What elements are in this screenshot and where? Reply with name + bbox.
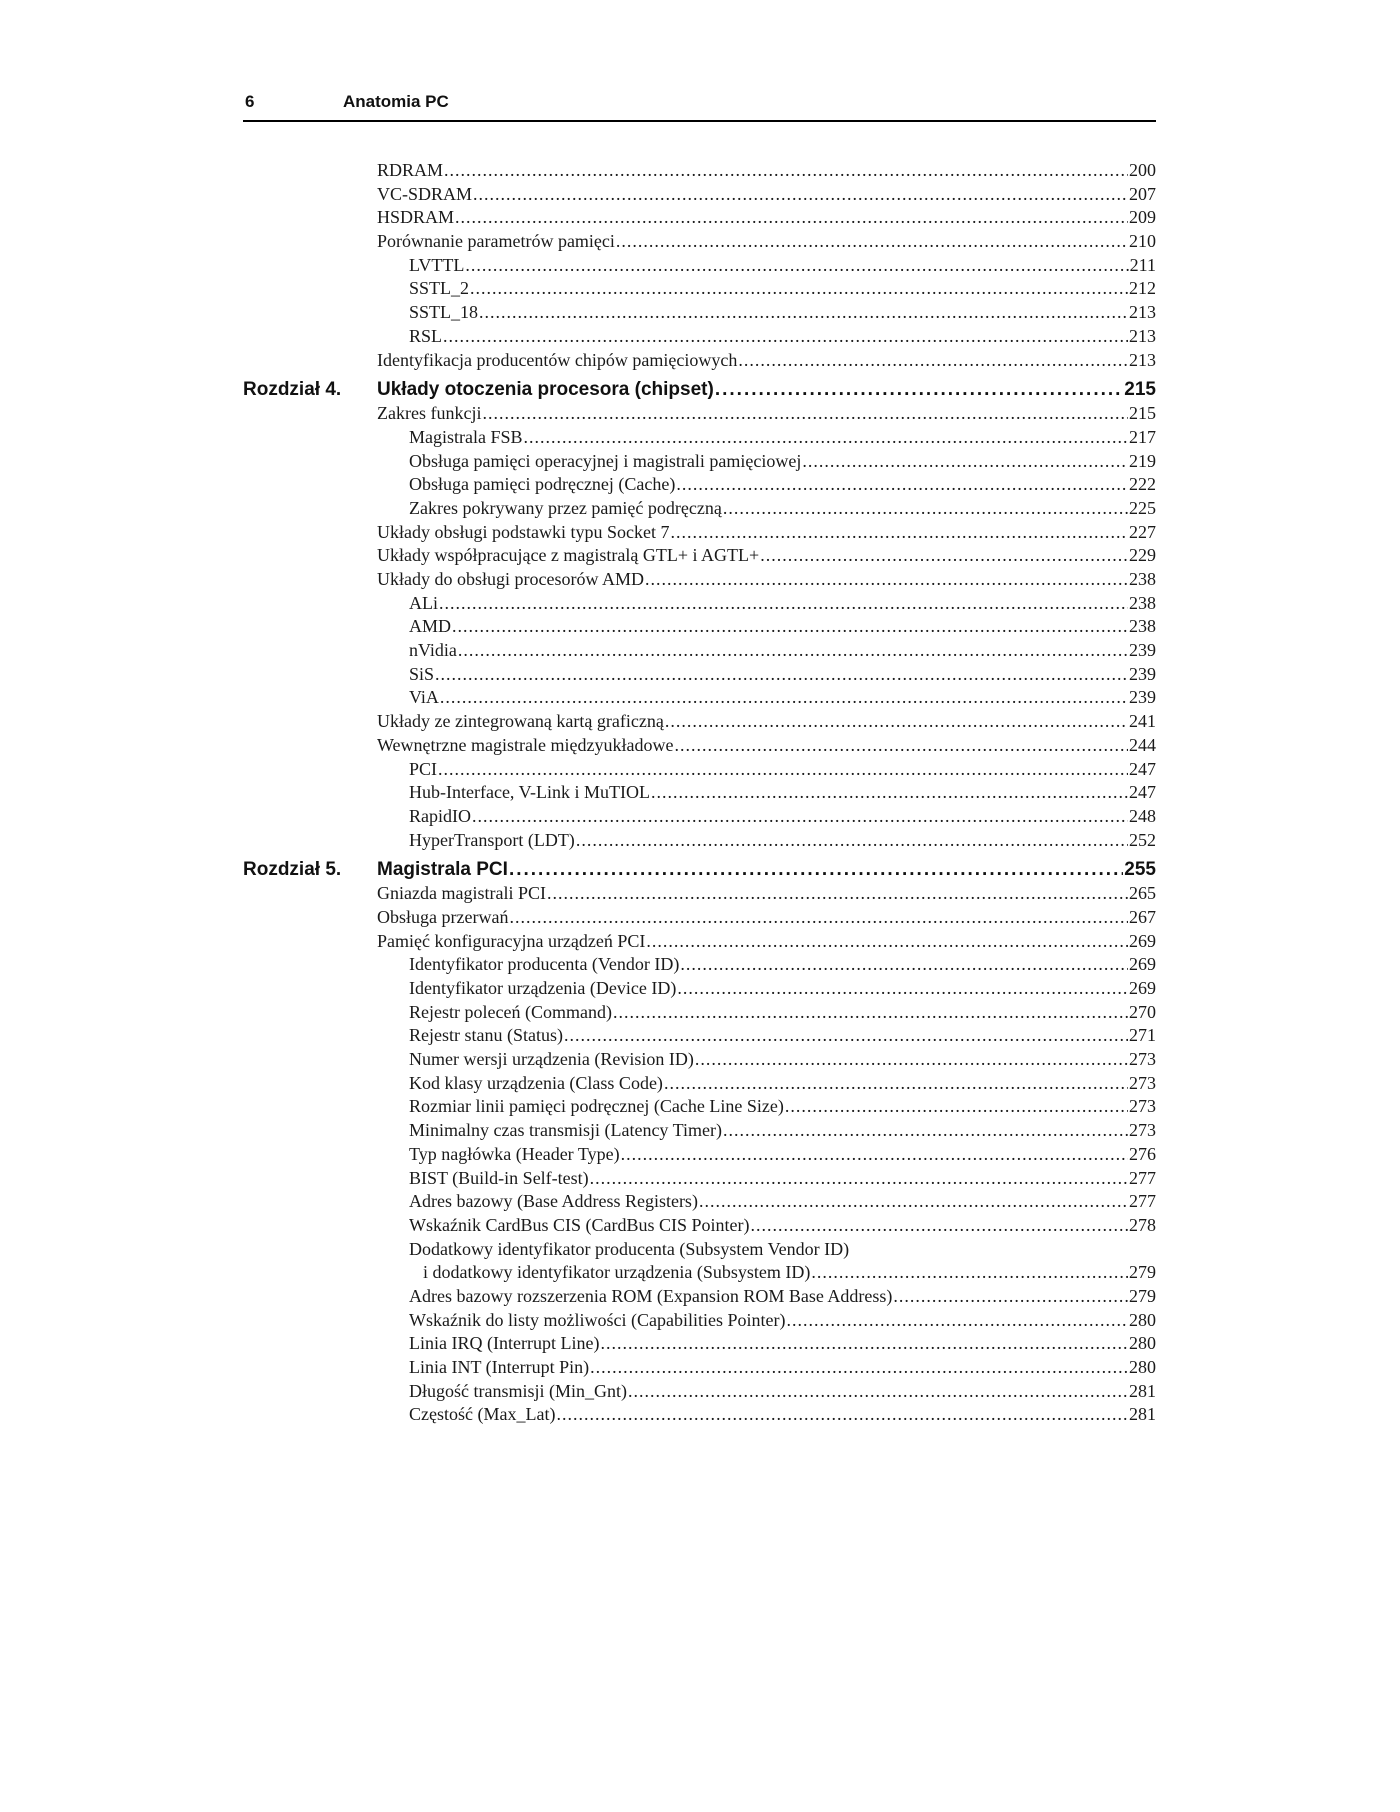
toc-entry [409, 664, 1156, 685]
toc-entry-row [243, 1096, 1156, 1120]
entry-title: SSTL_18 [409, 302, 479, 323]
toc-entry [377, 231, 1156, 252]
toc-entry [377, 907, 1156, 928]
toc-entry [377, 207, 1156, 228]
entry-page-number: 215 [1129, 403, 1156, 424]
dot-leader [676, 474, 1128, 495]
entry-page-number: 281 [1129, 1404, 1156, 1425]
toc-entry-row [243, 1286, 1156, 1310]
entry-title: ALi [409, 592, 438, 613]
entry-page-number: 211 [1129, 254, 1156, 275]
toc-entry [409, 1096, 1156, 1117]
toc-entry-row [243, 616, 1156, 640]
toc-entry [377, 522, 1156, 543]
toc-entry-row [243, 160, 1156, 184]
toc-entry [409, 255, 1156, 276]
toc-entry-row [243, 640, 1156, 664]
entry-title: RDRAM [377, 160, 444, 180]
toc-entry [377, 569, 1156, 590]
toc-entry [409, 1404, 1156, 1425]
toc-entry-row [243, 1333, 1156, 1357]
entry-title: ViA [409, 687, 439, 708]
dot-leader [699, 1191, 1128, 1212]
dot-leader [455, 207, 1128, 228]
toc-entry [409, 1239, 849, 1260]
toc-entry-row [243, 1404, 1156, 1428]
toc-entry [377, 931, 1156, 952]
running-header [243, 90, 1156, 122]
dot-leader [723, 1120, 1128, 1141]
entry-title: Rozmiar linii pamięci podręcznej (Cache Line Size) [409, 1096, 784, 1117]
entry-title: Kod klasy urządzenia (Class Code) [409, 1072, 663, 1093]
entry-title: Adres bazowy (Base Address Registers) [409, 1191, 698, 1212]
toc-entry-row [243, 735, 1156, 759]
entry-page-number: 212 [1129, 278, 1156, 299]
dot-leader [674, 735, 1128, 756]
toc-entry-row [243, 1168, 1156, 1192]
dot-leader [802, 451, 1128, 472]
toc-entry-row [243, 1310, 1156, 1334]
entry-title: Gniazda magistrali PCI [377, 883, 546, 904]
entry-page-number: 277 [1129, 1167, 1156, 1188]
entry-page-number: 265 [1129, 883, 1156, 904]
entry-title: Układy obsługi podstawki typu Socket 7 [377, 521, 670, 542]
entry-page-number: 279 [1129, 1262, 1156, 1283]
toc-entry [377, 350, 1156, 371]
entry-page-number: 219 [1129, 450, 1156, 471]
entry-title: Rejestr poleceń (Command) [409, 1001, 612, 1022]
entry-page-number: 273 [1129, 1049, 1156, 1070]
entry-page-number: 217 [1129, 426, 1156, 447]
dot-leader [616, 231, 1128, 252]
entry-page-number: 270 [1129, 1001, 1156, 1022]
dot-leader [600, 1333, 1128, 1354]
toc-entry-row [243, 931, 1156, 955]
toc-entry [409, 498, 1156, 519]
toc-entry [409, 806, 1156, 827]
toc-entry-row [243, 711, 1156, 735]
entry-title: Hub-Interface, V-Link i MuTIOL [409, 782, 650, 803]
dot-leader [524, 427, 1128, 448]
dot-leader [576, 830, 1128, 851]
toc-entry [409, 1286, 1156, 1307]
toc-chapter-row [243, 857, 1156, 883]
dot-leader [670, 522, 1128, 543]
dot-leader [590, 1357, 1128, 1378]
entry-page-number: 238 [1129, 569, 1156, 589]
entry-title: Długość transmisji (Min_Gnt) [409, 1380, 627, 1401]
toc-entry-row [243, 403, 1156, 427]
entry-title: VC-SDRAM [377, 183, 473, 204]
entry-title: Dodatkowy identyfikator producenta (Subsystem Vendor ID) [409, 1238, 850, 1259]
toc-entry-row [243, 427, 1156, 451]
toc-entry [409, 1168, 1156, 1189]
toc-entry-row [243, 1239, 1156, 1263]
entry-page-number: 277 [1129, 1191, 1156, 1212]
entry-title: Pamięć konfiguracyjna urządzeń PCI [377, 930, 646, 951]
toc-entry-row [243, 664, 1156, 688]
toc-entry-row [243, 782, 1156, 806]
entry-title: Magistrala FSB [409, 426, 523, 447]
dot-leader [509, 907, 1128, 928]
dot-leader [695, 1049, 1128, 1070]
dot-leader [435, 664, 1128, 685]
dot-leader [438, 759, 1128, 780]
entry-title: Wewnętrzne magistrale międzyukładowe [377, 734, 674, 755]
toc-entry-row [243, 184, 1156, 208]
toc-entry-row [243, 1002, 1156, 1026]
toc-entry [409, 616, 1156, 637]
entry-page-number: 248 [1129, 805, 1156, 826]
toc-entry [423, 1262, 1156, 1283]
entry-title: Identyfikator urządzenia (Device ID) [409, 978, 677, 998]
entry-page-number: 278 [1129, 1214, 1156, 1235]
toc-entry [409, 1002, 1156, 1023]
dot-leader [645, 569, 1128, 590]
entry-page-number: 269 [1129, 978, 1156, 998]
dot-leader [723, 498, 1128, 519]
chapter-title: Układy otoczenia procesora (chipset) [377, 379, 714, 401]
toc-entry-row [243, 1073, 1156, 1097]
toc-entry [377, 545, 1156, 566]
toc-entry-row [243, 1381, 1156, 1405]
chapter-title: Magistrala PCI [377, 859, 508, 881]
toc-entry-row [243, 1025, 1156, 1049]
entry-page-number: 239 [1129, 687, 1156, 708]
toc-entry-row [243, 1357, 1156, 1381]
toc-entry-row [243, 806, 1156, 830]
dot-leader [443, 326, 1128, 347]
entry-title: RSL [409, 325, 443, 346]
toc-entry [409, 1120, 1156, 1141]
toc-entry [409, 302, 1156, 323]
entry-page-number: 215 [1124, 379, 1156, 401]
dot-leader [677, 978, 1128, 999]
entry-title: Identyfikator producenta (Vendor ID) [409, 954, 680, 975]
toc-entry [377, 859, 1156, 881]
entry-title: Rejestr stanu (Status) [409, 1025, 563, 1046]
entry-page-number: 239 [1129, 640, 1156, 661]
entry-title: Adres bazowy rozszerzenia ROM (Expansion ROM Base Address) [409, 1285, 893, 1306]
entry-page-number: 280 [1129, 1357, 1156, 1377]
dot-leader [893, 1286, 1128, 1307]
dot-leader [472, 806, 1128, 827]
entry-page-number: 279 [1129, 1285, 1156, 1306]
toc-entry [377, 379, 1156, 401]
entry-page-number: 273 [1129, 1072, 1156, 1093]
dot-leader [482, 403, 1128, 424]
toc-entry-row [243, 978, 1156, 1002]
entry-page-number: 276 [1129, 1143, 1156, 1164]
dot-leader [479, 302, 1128, 323]
book-title: Anatomia PC [343, 92, 449, 111]
dot-leader [750, 1215, 1128, 1236]
entry-page-number: 269 [1129, 954, 1156, 975]
dot-leader [628, 1381, 1128, 1402]
chapter-label: Rozdział 4. [243, 379, 342, 401]
dot-leader [444, 160, 1128, 181]
dot-leader [621, 1144, 1128, 1165]
dot-leader [452, 616, 1128, 637]
dot-leader [547, 883, 1128, 904]
entry-title: Wskaźnik CardBus CIS (CardBus CIS Pointer) [409, 1214, 750, 1235]
entry-title: PCI [409, 758, 438, 779]
toc-entry [409, 1381, 1156, 1402]
toc-entry-row [243, 1120, 1156, 1144]
dot-leader [680, 954, 1128, 975]
dot-leader [613, 1002, 1128, 1023]
toc-entry [409, 1073, 1156, 1094]
dot-leader [439, 593, 1128, 614]
toc-entry-row [243, 687, 1156, 711]
entry-title: Układy ze zintegrowaną kartą graficzną [377, 711, 664, 732]
toc-entry-row [243, 231, 1156, 255]
toc-entry [409, 474, 1156, 495]
table-of-contents [243, 160, 1156, 1428]
entry-title: Układy do obsługi procesorów AMD [377, 569, 644, 589]
toc-entry [409, 954, 1156, 975]
dot-leader [760, 545, 1128, 566]
entry-page-number: 267 [1129, 906, 1156, 927]
entry-title: Obsługa pamięci podręcznej (Cache) [409, 474, 676, 495]
entry-title: Porównanie parametrów pamięci [377, 231, 615, 252]
entry-page-number: 213 [1129, 302, 1156, 323]
entry-title: Częstość (Max_Lat) [409, 1404, 556, 1425]
entry-page-number: 207 [1129, 183, 1156, 204]
entry-title: Linia INT (Interrupt Pin) [409, 1357, 590, 1377]
entry-title: Typ nagłówka (Header Type) [409, 1143, 620, 1164]
toc-entry [409, 759, 1156, 780]
entry-title: Linia IRQ (Interrupt Line) [409, 1333, 600, 1354]
dot-leader [811, 1262, 1128, 1283]
toc-entry-row [243, 545, 1156, 569]
entry-page-number: 225 [1129, 497, 1156, 518]
toc-entry [409, 451, 1156, 472]
toc-entry-row [243, 759, 1156, 783]
dot-leader [556, 1404, 1128, 1425]
toc-entry [409, 1310, 1156, 1331]
entry-title: Zakres funkcji [377, 403, 482, 424]
entry-title: Minimalny czas transmisji (Latency Timer) [409, 1120, 722, 1141]
toc-entry [409, 1144, 1156, 1165]
entry-title: i dodatkowy identyfikator urządzenia (Subsystem ID) [423, 1262, 811, 1283]
entry-page-number: 229 [1129, 545, 1156, 566]
entry-title: SiS [409, 663, 435, 684]
toc-entry-row [243, 451, 1156, 475]
dot-leader [564, 1025, 1128, 1046]
toc-entry-row [243, 1215, 1156, 1239]
entry-page-number: 238 [1129, 616, 1156, 637]
toc-entry [377, 403, 1156, 424]
toc-entry [377, 711, 1156, 732]
entry-title: SSTL_2 [409, 278, 470, 299]
entry-page-number: 213 [1129, 325, 1156, 346]
dot-leader [738, 350, 1128, 371]
toc-entry [377, 160, 1156, 181]
entry-page-number: 209 [1129, 207, 1156, 228]
chapter-label: Rozdział 5. [243, 859, 342, 881]
toc-entry [377, 883, 1156, 904]
entry-page-number: 271 [1129, 1025, 1156, 1046]
dot-leader [786, 1310, 1128, 1331]
page-number: 6 [245, 92, 255, 111]
toc-entry-row [243, 907, 1156, 931]
entry-page-number: 255 [1124, 859, 1156, 881]
dot-leader [664, 1073, 1128, 1094]
toc-entry-row [243, 954, 1156, 978]
dot-leader [646, 931, 1128, 952]
entry-title: HyperTransport (LDT) [409, 829, 575, 850]
entry-title: Wskaźnik do listy możliwości (Capabilities Pointer) [409, 1309, 786, 1330]
entry-title: HSDRAM [377, 207, 455, 228]
entry-title: RapidIO [409, 805, 471, 826]
dot-leader [651, 782, 1128, 803]
entry-title: Układy współpracujące z magistralą GTL+ i AGTL+ [377, 545, 760, 566]
entry-page-number: 238 [1129, 592, 1156, 613]
entry-title: Obsługa pamięci operacyjnej i magistrali pamięciowej [409, 450, 802, 471]
toc-entry [409, 278, 1156, 299]
entry-page-number: 222 [1129, 474, 1156, 495]
entry-title: Obsługa przerwań [377, 906, 509, 927]
toc-entry-row [243, 350, 1156, 374]
toc-entry-row [243, 1191, 1156, 1215]
entry-page-number: 273 [1129, 1120, 1156, 1141]
toc-entry-row [243, 302, 1156, 326]
entry-title: nVidia [409, 640, 457, 661]
toc-entry-row [243, 474, 1156, 498]
entry-page-number: 210 [1129, 231, 1156, 252]
dot-leader [465, 255, 1128, 276]
toc-entry-row [243, 498, 1156, 522]
entry-page-number: 269 [1129, 930, 1156, 951]
toc-entry-row [243, 278, 1156, 302]
dot-leader [458, 640, 1128, 661]
toc-entry-row [243, 830, 1156, 854]
entry-page-number: 281 [1129, 1380, 1156, 1401]
toc-entry-row [243, 207, 1156, 231]
toc-entry [409, 687, 1156, 708]
toc-entry [377, 184, 1156, 205]
toc-entry-row [243, 1049, 1156, 1073]
dot-leader [665, 711, 1128, 732]
entry-page-number: 247 [1129, 782, 1156, 803]
dot-leader [473, 184, 1128, 205]
entry-page-number: 227 [1129, 521, 1156, 542]
toc-entry [409, 1215, 1156, 1236]
toc-entry-row [243, 569, 1156, 593]
entry-title: LVTTL [409, 254, 465, 275]
entry-page-number: 200 [1129, 160, 1156, 180]
entry-title: BIST (Build-in Self-test) [409, 1167, 589, 1188]
toc-entry [409, 1357, 1156, 1378]
toc-entry [409, 978, 1156, 999]
toc-entry [409, 427, 1156, 448]
toc-entry [409, 593, 1156, 614]
toc-entry [409, 782, 1156, 803]
entry-page-number: 252 [1129, 829, 1156, 850]
dot-leader [509, 859, 1123, 881]
toc-entry [409, 1333, 1156, 1354]
dot-leader [470, 278, 1128, 299]
toc-entry [409, 326, 1156, 347]
dot-leader [785, 1096, 1128, 1117]
toc-entry-row [243, 593, 1156, 617]
toc-entry-row [243, 522, 1156, 546]
dot-leader [590, 1168, 1128, 1189]
entry-page-number: 273 [1129, 1096, 1156, 1117]
entry-page-number: 280 [1129, 1333, 1156, 1354]
entry-page-number: 241 [1129, 711, 1156, 732]
toc-entry-row [243, 1262, 1156, 1286]
entry-title: Numer wersji urządzenia (Revision ID) [409, 1049, 694, 1070]
entry-page-number: 239 [1129, 663, 1156, 684]
toc-entry [377, 735, 1156, 756]
toc-entry-row [243, 326, 1156, 350]
entry-title: Identyfikacja producentów chipów pamięciowych [377, 349, 738, 370]
toc-entry [409, 830, 1156, 851]
toc-entry [409, 1191, 1156, 1212]
toc-entry [409, 640, 1156, 661]
entry-title: AMD [409, 616, 452, 637]
toc-entry [409, 1025, 1156, 1046]
entry-page-number: 280 [1129, 1309, 1156, 1330]
toc-chapter-row [243, 377, 1156, 403]
entry-page-number: 247 [1129, 758, 1156, 779]
dot-leader [715, 379, 1123, 401]
toc-entry-row [243, 1144, 1156, 1168]
toc-entry-row [243, 883, 1156, 907]
entry-page-number: 244 [1129, 734, 1156, 755]
dot-leader [440, 687, 1128, 708]
entry-title: Zakres pokrywany przez pamięć podręczną [409, 497, 722, 518]
toc-entry [409, 1049, 1156, 1070]
entry-page-number: 213 [1129, 349, 1156, 370]
toc-entry-row [243, 255, 1156, 279]
